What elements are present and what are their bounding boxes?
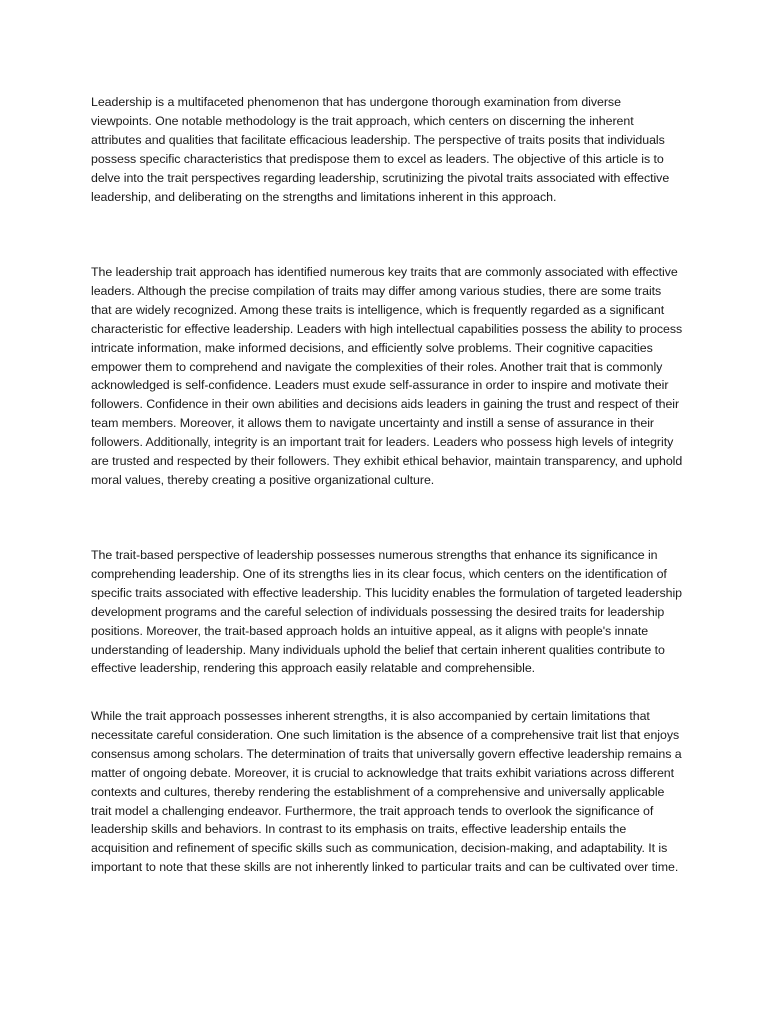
paragraph-introduction: Leadership is a multifaceted phenomenon that has undergone thorough examination from diverse viewpoints. One notable methodology is the trait approach, which centers on discerning the inherent attributes and qualities that facilitate efficacious leadership. The perspective of traits posits that individuals possess specific characteristics that predispose them to excel as leaders. The objective of this article is to delve into the trait perspectives regarding leadership, scrutinizing the pivotal traits associated with effective leadership, and deliberating on the strengths and limitations inherent in this approach. bbox=[91, 95, 670, 204]
paragraph-limitations: While the trait approach possesses inherent strengths, it is also accompanied by certain limitations that necessitate careful consideration. One such limitation is the absence of a comprehensive trait list that enjoys consensus among scholars. The determination of traits that universally govern effective leadership remains a matter of ongoing debate. Moreover, it is crucial to acknowledge that traits exhibit variations across different contexts and cultures, thereby rendering the establishment of a comprehensive and universally applicable trait model a challenging endeavor. Furthermore, the trait approach tends to overlook the significance of leadership skills and behaviors. In contrast to its emphasis on traits, effective leadership entails the acquisition and refinement of specific skills such as communication, decision-making, and adaptability. It is important to note that these skills are not inherently linked to particular traits and can be cultivated over time. bbox=[91, 709, 682, 875]
paragraph-strengths: The trait-based perspective of leadership possesses numerous strengths that enhance its significance in comprehending leadership. One of its strengths lies in its clear focus, which centers on the identification of specific traits associated with effective leadership. This lucidity enables the formulation of targeted leadership development programs and the careful selection of individuals possessing the desired traits for leadership positions. Moreover, the trait-based approach holds an intuitive appeal, as it aligns with people's innate understanding of leadership. Many individuals uphold the belief that certain inherent qualities contribute to effective leadership, rendering this approach easily relatable and comprehensible. bbox=[91, 548, 682, 676]
paragraph-key-traits: The leadership trait approach has identified numerous key traits that are commonly associated with effective leaders. Although the precise compilation of traits may differ among various studies, there are some traits that are widely recognized. Among these traits is intelligence, which is frequently regarded as a significant characteristic for effective leadership. Leaders with high intellectual capabilities possess the ability to process intricate information, make informed decisions, and efficiently solve problems. Their cognitive capacities empower them to comprehend and navigate the complexities of their roles. Another trait that is commonly acknowledged is self-confidence. Leaders must exude self-assurance in order to inspire and motivate their followers. Confidence in their own abilities and decisions aids leaders in gaining the trust and respect of their team members. Moreover, it allows them to navigate uncertainty and instill a sense of assurance in their followers. Additionally, integrity is an important trait for leaders. Leaders who possess high levels of integrity are trusted and respected by their followers. They exhibit ethical behavior, maintain transparency, and uphold moral values, thereby creating a positive organizational culture. bbox=[91, 265, 683, 487]
